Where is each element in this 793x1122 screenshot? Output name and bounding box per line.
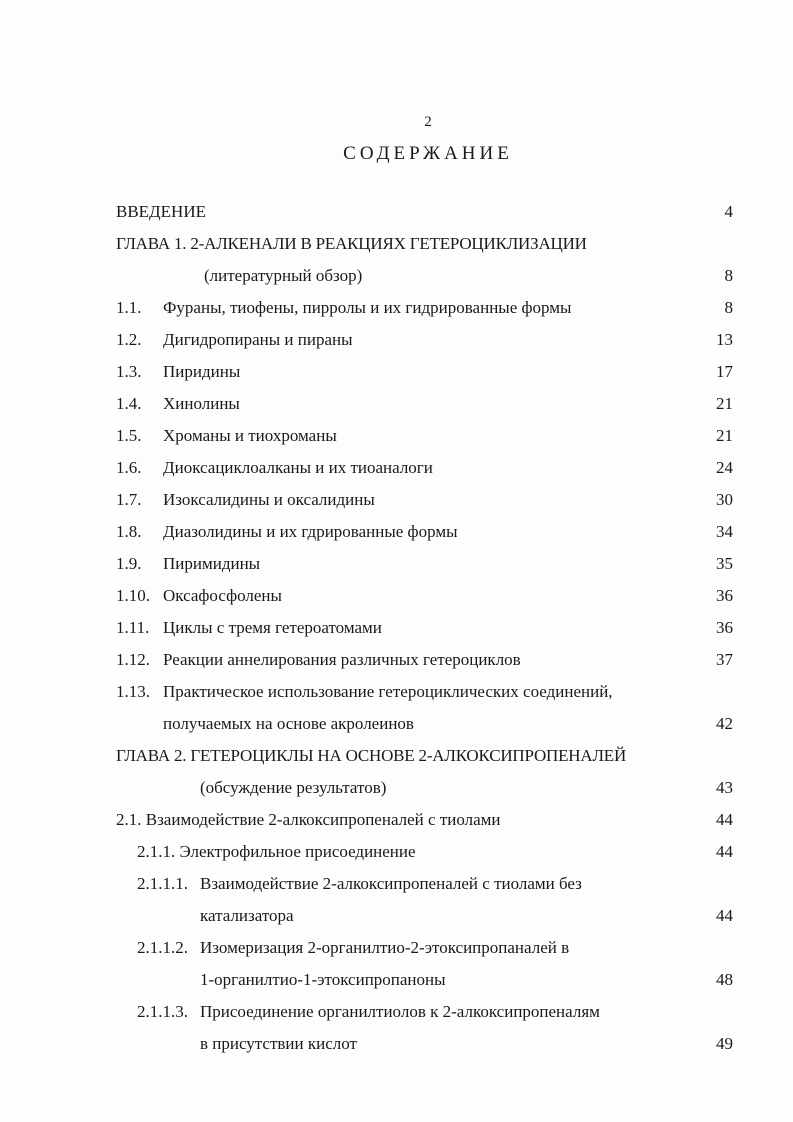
toc-section-2-1-1-2-cont[interactable] [0, 966, 793, 994]
toc-entry-text: Взаимодействие 2-алкоксипропеналей с тиолами без [200, 874, 582, 893]
toc-entry-number: 1.1. [116, 298, 142, 317]
toc-entry-text: 2.1. Взаимодействие 2-алкоксипропеналей с тиолами [116, 810, 501, 829]
toc-entry-text: 1-органилтио-1-этоксипропаноны [200, 970, 446, 989]
toc-entry-number: 2.1.1.1. [137, 874, 188, 893]
toc-section-1-13[interactable] [0, 678, 793, 706]
toc-entry-text: Присоединение органилтиолов к 2-алкоксипропеналям [200, 1002, 600, 1021]
toc-entry-number: 1.12. [116, 650, 150, 669]
page-title: СОДЕРЖАНИЕ [343, 143, 513, 164]
toc-entry-page: 48 [716, 970, 733, 989]
toc-section-1-4[interactable] [0, 390, 793, 418]
toc-entry-text: в присутствии кислот [200, 1034, 357, 1053]
toc-chapter-1-title[interactable] [0, 230, 793, 258]
toc-entry-page: 37 [716, 650, 733, 669]
toc-chapter-2-title[interactable] [0, 742, 793, 770]
page-number: 2 [424, 114, 432, 130]
toc-section-2-1-1-2[interactable] [0, 934, 793, 962]
toc-entry-text: Диазолидины и их гдрированные формы [163, 522, 458, 541]
toc-section-1-13-cont[interactable] [0, 710, 793, 738]
toc-entry-page: 13 [716, 330, 733, 349]
toc-entry-page: 4 [724, 202, 733, 221]
table-of-contents [0, 198, 793, 1078]
toc-entry-number: 1.11. [116, 618, 150, 637]
toc-entry-text: ГЛАВА 1. 2-АЛКЕНАЛИ В РЕАКЦИЯХ ГЕТЕРОЦИКЛИЗАЦИИ [116, 234, 587, 253]
toc-entry-text: (обсуждение результатов) [200, 778, 387, 797]
toc-entry-number: 2.1.1.3. [137, 1002, 188, 1021]
toc-entry-text: 2.1.1. Электрофильное присоединение [137, 842, 416, 861]
toc-section-1-6[interactable] [0, 454, 793, 482]
toc-entry-page: 30 [716, 490, 733, 509]
toc-section-2-1-1[interactable] [0, 838, 793, 866]
toc-section-1-7[interactable] [0, 486, 793, 514]
toc-entry-text: Пиримидины [163, 554, 261, 573]
toc-entry-intro[interactable] [0, 198, 793, 226]
toc-entry-page: 8 [724, 266, 733, 285]
toc-section-1-3[interactable] [0, 358, 793, 386]
toc-entry-page: 36 [716, 586, 733, 605]
toc-chapter-2-subtitle[interactable] [0, 774, 793, 802]
toc-entry-text: ВВЕДЕНИЕ [116, 202, 206, 221]
toc-section-2-1[interactable] [0, 806, 793, 834]
toc-entry-page: 8 [724, 298, 733, 317]
toc-entry-page: 44 [716, 906, 733, 925]
toc-entry-text: Реакции аннелирования различных гетероциклов [163, 650, 521, 669]
toc-entry-number: 1.6. [116, 458, 142, 477]
toc-entry-text: получаемых на основе акролеинов [163, 714, 414, 733]
toc-entry-page: 44 [716, 810, 733, 829]
toc-entry-page: 44 [716, 842, 733, 861]
toc-entry-text: Диоксациклоалканы и их тиоаналоги [163, 458, 433, 477]
toc-entry-text: Практическое использование гетероциклических соединений, [163, 682, 613, 701]
toc-section-2-1-1-3-cont[interactable] [0, 1030, 793, 1058]
toc-entry-number: 1.2. [116, 330, 142, 349]
toc-section-2-1-1-3[interactable] [0, 998, 793, 1026]
toc-entry-page: 35 [716, 554, 733, 573]
toc-entry-page: 24 [716, 458, 733, 477]
toc-entry-page: 36 [716, 618, 733, 637]
toc-section-1-2[interactable] [0, 326, 793, 354]
toc-section-2-1-1-1[interactable] [0, 870, 793, 898]
toc-section-2-1-1-1-cont[interactable] [0, 902, 793, 930]
toc-entry-number: 1.9. [116, 554, 142, 573]
toc-entry-text: Изоксалидины и оксалидины [163, 490, 375, 509]
toc-entry-text: катализатора [200, 906, 294, 925]
toc-entry-page: 34 [716, 522, 733, 541]
toc-section-1-5[interactable] [0, 422, 793, 450]
toc-entry-text: Хроманы и тиохроманы [163, 426, 337, 445]
toc-entry-page: 21 [716, 426, 733, 445]
toc-section-1-1[interactable] [0, 294, 793, 322]
toc-entry-text: Циклы с тремя гетероатомами [163, 618, 382, 637]
toc-entry-page: 43 [716, 778, 733, 797]
toc-section-1-8[interactable] [0, 518, 793, 546]
toc-entry-text: ГЛАВА 2. ГЕТЕРОЦИКЛЫ НА ОСНОВЕ 2-АЛКОКСИПРОПЕНАЛЕЙ [116, 746, 627, 765]
toc-entry-number: 1.7. [116, 490, 142, 509]
toc-entry-number: 2.1.1.2. [137, 938, 188, 957]
toc-entry-text: Пиридины [163, 362, 241, 381]
toc-section-1-10[interactable] [0, 582, 793, 610]
toc-entry-text: (литературный обзор) [204, 266, 363, 285]
toc-chapter-1-subtitle[interactable] [0, 262, 793, 290]
toc-section-1-9[interactable] [0, 550, 793, 578]
toc-entry-number: 1.5. [116, 426, 142, 445]
toc-section-1-11[interactable] [0, 614, 793, 642]
toc-entry-text: Оксафосфолены [163, 586, 282, 605]
toc-entry-number: 1.13. [116, 682, 150, 701]
toc-section-1-12[interactable] [0, 646, 793, 674]
toc-entry-page: 49 [716, 1034, 733, 1053]
toc-entry-text: Фураны, тиофены, пирролы и их гидрированные формы [163, 298, 572, 317]
toc-entry-page: 21 [716, 394, 733, 413]
toc-entry-text: Изомеризация 2-органилтио-2-этоксипропаналей в [200, 938, 570, 957]
toc-entry-page: 17 [716, 362, 733, 381]
toc-entry-number: 1.4. [116, 394, 142, 413]
toc-entry-number: 1.8. [116, 522, 142, 541]
toc-entry-page: 42 [716, 714, 733, 733]
toc-entry-text: Хинолины [163, 394, 240, 413]
toc-entry-number: 1.10. [116, 586, 150, 605]
toc-entry-number: 1.3. [116, 362, 142, 381]
toc-entry-text: Дигидропираны и пираны [163, 330, 353, 349]
